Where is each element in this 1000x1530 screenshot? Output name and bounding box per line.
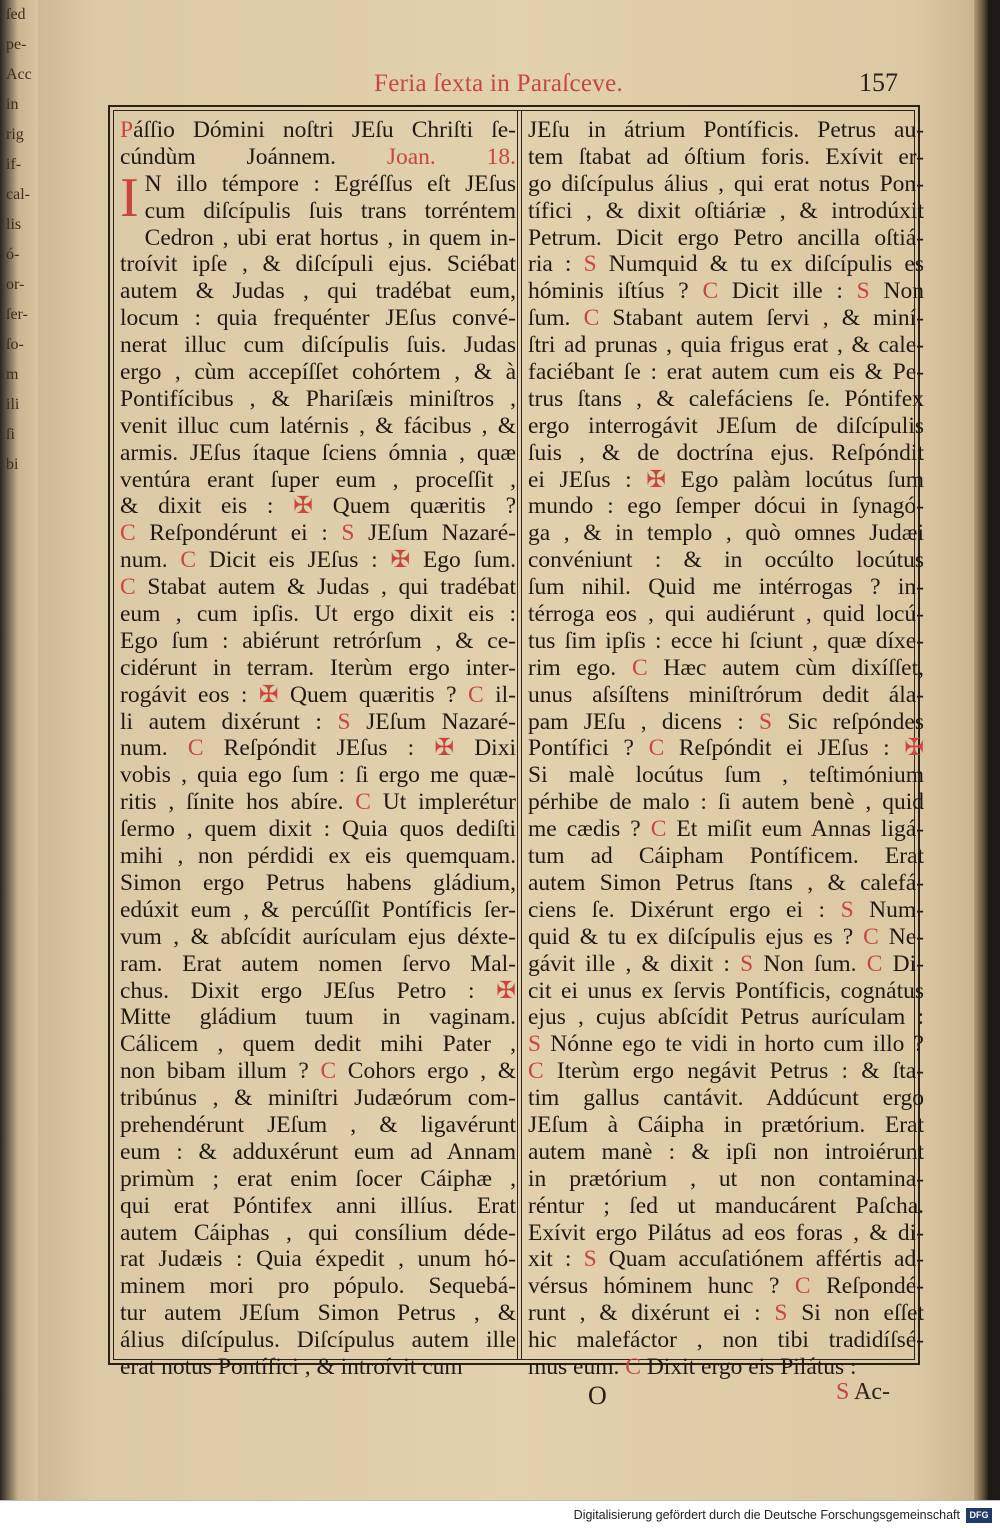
text-line bbox=[528, 601, 924, 628]
text-segment: Exívit ergo Pilátus ad eos foras , & di- bbox=[528, 1219, 924, 1246]
text-segment: Dicit eis JEſus : bbox=[196, 547, 391, 574]
text-segment: Et miſit eum Annas ligá- bbox=[666, 816, 924, 843]
rubric-mark: C bbox=[320, 1058, 337, 1085]
text-segment: tus ſim ipſis : ecce hi ſciunt , quæ díxe- bbox=[528, 627, 924, 654]
rubric-mark: ✠ bbox=[646, 466, 666, 493]
text-segment: rat Judæis : Quia éxpedit , unum hó- bbox=[120, 1246, 516, 1273]
text-segment: ciens ſe. Dixérunt ergo ei : bbox=[528, 896, 841, 923]
text-line bbox=[120, 1139, 516, 1166]
text-segment: Pontífici ? bbox=[528, 735, 649, 762]
rubric-mark: C bbox=[702, 278, 719, 305]
text-line bbox=[528, 493, 924, 520]
text-line bbox=[120, 1300, 516, 1327]
rubric-mark: S bbox=[856, 278, 870, 305]
text-segment: il- bbox=[483, 681, 517, 708]
text-segment: ria : bbox=[528, 251, 584, 278]
text-segment: hóminis iſtíus ? bbox=[528, 278, 703, 305]
rubric-mark: C bbox=[863, 923, 879, 950]
rubric-mark: S bbox=[740, 950, 754, 977]
text-segment: pérhibe de malo : ſi autem benè , quid bbox=[528, 789, 924, 816]
adjacent-page-fragment: or- bbox=[6, 276, 25, 293]
adjacent-page-fragment: ſi bbox=[6, 426, 15, 443]
text-segment: go diſcípulus álius , qui erat notus Pon- bbox=[528, 170, 924, 197]
adjacent-page-fragment: lis bbox=[6, 216, 22, 233]
text-segment: ergo , cùm accepíſſet cohórtem , & à bbox=[120, 359, 516, 386]
text-segment: JEſum Nazaré- bbox=[350, 708, 516, 735]
rubric-mark: C bbox=[631, 654, 648, 681]
text-line bbox=[120, 332, 516, 359]
text-segment: Sic reſpóndes bbox=[772, 708, 924, 735]
text-segment: Stabant autem ſervi , & miní- bbox=[599, 305, 924, 332]
text-segment: Dixit ergo eis Pilátus : bbox=[640, 1353, 857, 1380]
book-page bbox=[38, 0, 988, 1500]
text-segment: ſum nihil. Quid me intérrogas ? in- bbox=[528, 574, 924, 601]
text-segment: ga , & in templo , quò omnes Judæi bbox=[528, 520, 924, 547]
text-line bbox=[120, 1004, 516, 1031]
adjacent-page-fragment: if- bbox=[6, 156, 22, 173]
text-line bbox=[528, 816, 924, 843]
text-line bbox=[528, 655, 924, 682]
rubric-mark: S bbox=[583, 251, 597, 278]
text-line bbox=[120, 359, 516, 386]
text-segment: tum ad Cáipham Pontíficem. Erat bbox=[528, 843, 924, 870]
text-segment: nerat illuc cum diſcípulis ſuis. Judas bbox=[120, 332, 516, 359]
text-line bbox=[120, 682, 516, 709]
rubric-mark: P bbox=[120, 117, 134, 143]
text-segment: autem Simon Petrus ſtans , & calefá- bbox=[528, 869, 924, 896]
text-segment: Di- bbox=[882, 950, 925, 977]
text-segment: ergo interrogávit JEſum de diſcípulis bbox=[528, 412, 924, 439]
text-segment: Numquid & tu ex diſcípulis es bbox=[596, 251, 924, 278]
text-segment: Pontifícibus , & Phariſæis miniſtros , bbox=[120, 385, 516, 412]
rubric-mark: C bbox=[794, 1273, 811, 1300]
text-line bbox=[528, 144, 924, 171]
text-line bbox=[120, 843, 516, 870]
text-line bbox=[120, 655, 516, 682]
text-segment: num. bbox=[120, 735, 188, 762]
text-segment: Ut implerétur bbox=[370, 789, 516, 816]
text-line bbox=[528, 278, 924, 305]
text-line bbox=[120, 520, 516, 547]
text-line bbox=[528, 1058, 924, 1085]
text-segment: JEſu in átrium Pontíficis. Petrus au- bbox=[528, 117, 924, 143]
text-line bbox=[120, 305, 516, 332]
text-line bbox=[120, 117, 516, 144]
adjacent-page-fragment: cal- bbox=[6, 186, 30, 203]
text-line bbox=[528, 1193, 924, 1220]
text-line bbox=[528, 628, 924, 655]
text-line bbox=[120, 1031, 516, 1058]
text-line bbox=[528, 225, 924, 252]
text-segment: Num- bbox=[853, 896, 924, 923]
text-frame bbox=[108, 105, 925, 1380]
text-line bbox=[528, 413, 924, 440]
text-line bbox=[528, 1300, 924, 1327]
text-segment: ei JEſus : bbox=[528, 466, 647, 493]
text-segment: & dixit eis : bbox=[120, 493, 294, 520]
text-segment: troívit ipſe , & diſcípuli ejus. Sciébat bbox=[120, 251, 516, 278]
left-column bbox=[120, 117, 516, 1381]
text-segment: vum , & abſcídit aurículam ejus déxte- bbox=[120, 923, 516, 950]
text-segment: pam JEſu , dicens : bbox=[528, 708, 759, 735]
text-segment: Hæc autem cùm dixíſſet, bbox=[647, 654, 924, 681]
text-line bbox=[528, 709, 924, 736]
text-segment: Simon ergo Petrus habens gládium, bbox=[120, 869, 516, 896]
text-line bbox=[120, 924, 516, 951]
text-line bbox=[528, 547, 924, 574]
catchword-text: Ac- bbox=[854, 1379, 890, 1405]
rubric-mark: C bbox=[120, 520, 136, 547]
rubric-mark: C bbox=[650, 816, 667, 843]
text-line bbox=[528, 359, 924, 386]
text-line bbox=[528, 305, 924, 332]
text-line bbox=[528, 843, 924, 870]
adjacent-page-fragment: in bbox=[6, 96, 19, 113]
text-segment: mus eum. bbox=[528, 1353, 626, 1380]
page-footer bbox=[108, 1377, 920, 1417]
text-segment: Reſpondérunt ei : bbox=[135, 520, 342, 547]
text-segment: eum , cum ipſis. Ut ergo dixit eis : bbox=[120, 601, 516, 628]
text-line bbox=[120, 1193, 516, 1220]
text-line bbox=[120, 574, 516, 601]
text-segment: Non ſum. bbox=[753, 950, 867, 977]
text-segment: Reſpóndit ei JEſus : bbox=[664, 735, 905, 762]
text-line bbox=[120, 225, 516, 252]
text-segment: faciébant ſe : erat autem cum eis & Pe- bbox=[528, 359, 924, 386]
text-segment: N illo témpore : Egréſſus eſt JEſus bbox=[144, 170, 516, 197]
text-segment: Mitte gládium tuum in vaginam. bbox=[120, 1004, 516, 1031]
text-segment: num. bbox=[120, 547, 181, 574]
page-fore-edge bbox=[974, 0, 988, 1500]
text-segment: cum diſcípulis ſuis trans torréntem bbox=[144, 197, 516, 224]
text-line bbox=[120, 547, 516, 574]
text-segment: autem Cáiphas , qui consílium déde- bbox=[120, 1219, 516, 1246]
text-line bbox=[528, 1273, 924, 1300]
text-segment: Quem quæritis ? bbox=[278, 681, 468, 708]
text-line bbox=[120, 440, 516, 467]
text-segment: ram. Erat autem nomen ſervo Mal- bbox=[120, 950, 516, 977]
text-segment: ſum. bbox=[528, 305, 584, 332]
text-line bbox=[120, 762, 516, 789]
rubric-mark: C bbox=[120, 574, 136, 601]
text-line bbox=[528, 1031, 924, 1058]
text-line bbox=[528, 1004, 924, 1031]
text-line bbox=[528, 978, 924, 1005]
rubric-mark: C bbox=[625, 1353, 641, 1380]
text-line bbox=[528, 924, 924, 951]
adjacent-page-fragment: ili bbox=[6, 396, 20, 413]
text-segment: vérsus hóminem hunc ? bbox=[528, 1273, 795, 1300]
text-segment: me cædis ? bbox=[528, 816, 651, 843]
adjacent-page-fragment: rig bbox=[6, 126, 24, 143]
text-segment: tribúnus , & miniſtri Judæórum com- bbox=[120, 1085, 516, 1112]
text-line bbox=[120, 386, 516, 413]
text-line bbox=[528, 440, 924, 467]
text-segment: cúndùm Joánnem. bbox=[120, 143, 387, 170]
adjacent-page-fragment: bi bbox=[6, 456, 19, 473]
text-line bbox=[528, 735, 924, 762]
text-segment: venit illuc cum latérnis , & fácibus , & bbox=[120, 412, 516, 439]
text-line bbox=[528, 1139, 924, 1166]
text-line bbox=[120, 601, 516, 628]
column-rule bbox=[521, 111, 522, 1359]
rubric-mark: C bbox=[467, 681, 484, 708]
text-line bbox=[120, 1327, 516, 1354]
catchword bbox=[836, 1379, 890, 1406]
adjacent-page-fragment: ſer- bbox=[6, 306, 28, 323]
text-line bbox=[120, 198, 516, 225]
text-line bbox=[120, 171, 516, 198]
text-segment: JEſum à Cáipha in prætórium. Erat bbox=[528, 1111, 924, 1138]
rubric-mark: S bbox=[759, 708, 773, 735]
text-line bbox=[120, 493, 516, 520]
text-segment: JEſum Nazaré- bbox=[354, 520, 516, 547]
text-segment: ſuis , & de doctrína ejus. Reſpóndit bbox=[528, 439, 924, 466]
adjacent-page-fragment: m bbox=[6, 366, 19, 383]
text-segment: edúxit eum , & percúſſit Pontíficis ſer- bbox=[120, 896, 516, 923]
text-line bbox=[528, 682, 924, 709]
text-segment: quid & tu ex diſcípulis ejus es ? bbox=[528, 923, 864, 950]
text-segment: erat notus Pontífici , & introívit cum bbox=[120, 1353, 463, 1380]
signature-mark: O bbox=[588, 1381, 607, 1410]
text-segment: prehendérunt JEſum , & ligavérunt bbox=[120, 1111, 516, 1138]
text-segment: rim ego. bbox=[528, 654, 632, 681]
rubric-mark: S bbox=[583, 1246, 597, 1273]
text-segment: xit : bbox=[528, 1246, 584, 1273]
text-line bbox=[528, 1166, 924, 1193]
text-segment: eum : & adduxérunt eum ad Annam bbox=[120, 1138, 516, 1165]
text-segment: Non bbox=[869, 278, 924, 305]
text-segment: primùm ; erat enim ſocer Cáiphæ , bbox=[120, 1165, 516, 1192]
text-line bbox=[528, 198, 924, 225]
text-segment: mundo : ego ſemper dócui in ſynagó- bbox=[528, 493, 924, 520]
page-header bbox=[338, 70, 898, 110]
text-segment: autem & Judas , qui tradébat eum, bbox=[120, 278, 516, 305]
text-line bbox=[120, 897, 516, 924]
text-line bbox=[528, 762, 924, 789]
text-line bbox=[528, 574, 924, 601]
rubric-mark: ✠ bbox=[390, 547, 411, 574]
text-segment: Si malè locútus ſum , teſtimónium bbox=[528, 762, 924, 789]
text-segment: ventúra erant ſuper eum , proceſſit , bbox=[120, 466, 516, 493]
text-line bbox=[528, 1085, 924, 1112]
text-segment: trus ſtans , & calefáciens ſe. Póntifex bbox=[528, 385, 924, 412]
text-segment: álius diſcípulus. Diſcípulus autem ille bbox=[120, 1327, 516, 1354]
text-line bbox=[528, 467, 924, 494]
text-segment: tur autem JEſum Simon Petrus , & bbox=[120, 1300, 516, 1327]
text-line bbox=[120, 1220, 516, 1247]
adjacent-page-edge bbox=[0, 0, 40, 1500]
adjacent-page-fragment: pe- bbox=[6, 36, 27, 53]
text-line bbox=[120, 1058, 516, 1085]
text-segment: Iterùm ergo negávit Petrus : & ſta- bbox=[543, 1058, 924, 1085]
rubric-mark: ✠ bbox=[258, 681, 279, 708]
text-segment: locum : quia frequénter JEſus convé- bbox=[120, 305, 516, 332]
text-line bbox=[120, 816, 516, 843]
text-segment: Petrum. Dicit ergo Petro ancilla oſtiá- bbox=[528, 224, 924, 251]
text-line bbox=[528, 1327, 924, 1354]
text-segment: hic malefáctor , non tibi tradidíſsé- bbox=[528, 1327, 924, 1354]
text-line bbox=[120, 1166, 516, 1193]
text-line bbox=[528, 520, 924, 547]
text-line bbox=[120, 144, 516, 171]
adjacent-page-fragment: ó- bbox=[6, 246, 20, 263]
drop-initial: I bbox=[120, 166, 139, 229]
rubric-mark: C bbox=[583, 305, 600, 332]
text-segment: tem ſtabat ad óſtium foris. Exívit er- bbox=[528, 143, 924, 170]
rubric-mark: S bbox=[528, 1031, 542, 1058]
rubric-mark: C bbox=[180, 547, 197, 574]
rubric-mark: C bbox=[866, 950, 883, 977]
adjacent-page-fragment: Acc bbox=[6, 66, 32, 83]
text-segment: in prætórium , ut non contamina- bbox=[528, 1165, 924, 1192]
text-segment: mihi , non pérdidi ex eis quemquam. bbox=[120, 843, 516, 870]
text-segment: Stabat autem & Judas , qui tradébat bbox=[135, 574, 516, 601]
adjacent-page-fragment: ſed bbox=[6, 6, 26, 23]
text-segment: Cedron , ubi erat hortus , in quem in- bbox=[144, 224, 516, 251]
text-line bbox=[528, 332, 924, 359]
text-segment: autem manè : & ipſi non introiérunt bbox=[528, 1138, 924, 1165]
text-line bbox=[120, 951, 516, 978]
text-segment: cit ei unus ex ſervis Pontíficis, cognátus bbox=[528, 977, 924, 1004]
text-segment: Ne- bbox=[878, 923, 924, 950]
text-segment: tífici , & dixit oſtiáriæ , & introdúxit bbox=[528, 197, 924, 224]
text-line bbox=[528, 1220, 924, 1247]
text-line bbox=[120, 467, 516, 494]
text-segment: vobis , quia ego ſum : ſi ergo me quæ- bbox=[120, 762, 516, 789]
digitization-bar bbox=[0, 1500, 1000, 1530]
text-segment: Quem quæritis ? bbox=[312, 493, 517, 520]
text-segment: réntur ; ſed ut manducárent Paſcha. bbox=[528, 1192, 924, 1219]
text-segment: Cohors ergo , & bbox=[336, 1058, 516, 1085]
running-title: Feria ſexta in Paraſceve. bbox=[374, 70, 624, 97]
rubric-mark: C bbox=[648, 735, 665, 762]
text-segment: rogávit eos : bbox=[120, 681, 259, 708]
text-segment: li autem dixérunt : bbox=[120, 708, 338, 735]
text-segment: qui erat Póntifex anni illíus. Erat bbox=[120, 1192, 516, 1219]
text-segment: Cálicem , quem dedit mihi Pater , bbox=[120, 1031, 516, 1058]
text-segment: armis. JEſus ítaque ſciens ómnia , quæ bbox=[120, 439, 516, 466]
rubric-mark: C bbox=[528, 1058, 544, 1085]
text-segment: ejus , cujus abſcídit Petrus aurículam : bbox=[528, 1004, 924, 1031]
text-segment: cidérunt in terram. Iterùm ergo inter- bbox=[120, 654, 516, 681]
text-line bbox=[528, 171, 924, 198]
text-segment: Nónne ego te vidi in horto cum illo ? bbox=[541, 1031, 924, 1058]
rubric-mark: C bbox=[187, 735, 204, 762]
rubric-mark: Joan. 18. bbox=[386, 143, 517, 170]
text-segment: gávit ille , & dixit : bbox=[528, 950, 741, 977]
rubric-mark: ✠ bbox=[904, 735, 925, 762]
text-line bbox=[120, 789, 516, 816]
text-segment: áſſio Dómini noſtri JEſu Chriſti ſe- bbox=[133, 117, 516, 143]
text-segment: ſtri ad prunas , quia frigus erat , & cale- bbox=[528, 332, 924, 359]
text-segment: Reſpóndit JEſus : bbox=[203, 735, 435, 762]
text-segment: Dicit ille : bbox=[718, 278, 857, 305]
adjacent-page-fragment: ſo- bbox=[6, 336, 24, 353]
text-segment: Si non eſſet bbox=[787, 1300, 925, 1327]
text-segment: Quam accuſatiónem affértis ad- bbox=[596, 1246, 924, 1273]
text-segment: convéniunt : & in occúlto locútus bbox=[528, 547, 924, 574]
text-segment: ritis , ſínite hos abíre. bbox=[120, 789, 356, 816]
dfg-logo: DFG bbox=[966, 1508, 992, 1523]
text-line bbox=[120, 628, 516, 655]
text-line bbox=[120, 735, 516, 762]
text-line bbox=[528, 117, 924, 144]
text-segment: Reſpondé- bbox=[810, 1273, 924, 1300]
text-segment: tim gallus cantávit. Addúcunt ergo bbox=[528, 1085, 924, 1112]
rubric-mark: S bbox=[341, 520, 355, 547]
text-segment: térroga eos , qui audiérunt , quid locú- bbox=[528, 601, 924, 628]
rubric-mark: S bbox=[774, 1300, 788, 1327]
digitization-notice: Digitalisierung gefördert durch die Deutsche Forschungsgemeinschaft bbox=[573, 1508, 960, 1522]
text-segment: Ego ſum : abiérunt retrórſum , & ce- bbox=[120, 627, 516, 654]
text-line bbox=[528, 1112, 924, 1139]
text-line bbox=[120, 709, 516, 736]
text-segment: minem mori pro pópulo. Sequebá- bbox=[120, 1273, 516, 1300]
text-segment: Dixi bbox=[454, 735, 516, 762]
text-segment: ſermo , quem dixit : Quia quos dediſti bbox=[120, 816, 516, 843]
text-line bbox=[528, 897, 924, 924]
text-line bbox=[120, 251, 516, 278]
text-segment: unus aſsíſtens miniſtrórum dedit ála- bbox=[528, 681, 924, 708]
page-number: 157 bbox=[859, 68, 898, 97]
text-line bbox=[528, 789, 924, 816]
text-line bbox=[120, 978, 516, 1005]
rubric-mark: C bbox=[355, 789, 371, 816]
text-line bbox=[528, 870, 924, 897]
text-line bbox=[528, 951, 924, 978]
text-line bbox=[528, 251, 924, 278]
rubric-mark: ✠ bbox=[496, 977, 516, 1004]
text-line bbox=[120, 1273, 516, 1300]
text-line bbox=[528, 1246, 924, 1273]
rubric-mark: S bbox=[840, 896, 854, 923]
column-rule bbox=[517, 111, 518, 1359]
right-column bbox=[528, 117, 924, 1381]
rubric-mark: S bbox=[337, 708, 351, 735]
rubric-mark: ✠ bbox=[434, 735, 455, 762]
text-line bbox=[120, 1112, 516, 1139]
text-line bbox=[120, 278, 516, 305]
text-segment: non bibam illum ? bbox=[120, 1058, 321, 1085]
text-segment: Ego palàm locútus ſum bbox=[665, 466, 924, 493]
catchword-rubric: S bbox=[835, 1379, 850, 1405]
text-line bbox=[120, 870, 516, 897]
rubric-mark: ✠ bbox=[293, 493, 313, 520]
text-line bbox=[528, 386, 924, 413]
text-line bbox=[120, 413, 516, 440]
text-segment: runt , & dixérunt ei : bbox=[528, 1300, 775, 1327]
text-segment: Ego ſum. bbox=[410, 547, 517, 574]
text-line bbox=[120, 1085, 516, 1112]
text-line bbox=[120, 1246, 516, 1273]
text-segment: chus. Dixit ergo JEſus Petro : bbox=[120, 977, 497, 1004]
